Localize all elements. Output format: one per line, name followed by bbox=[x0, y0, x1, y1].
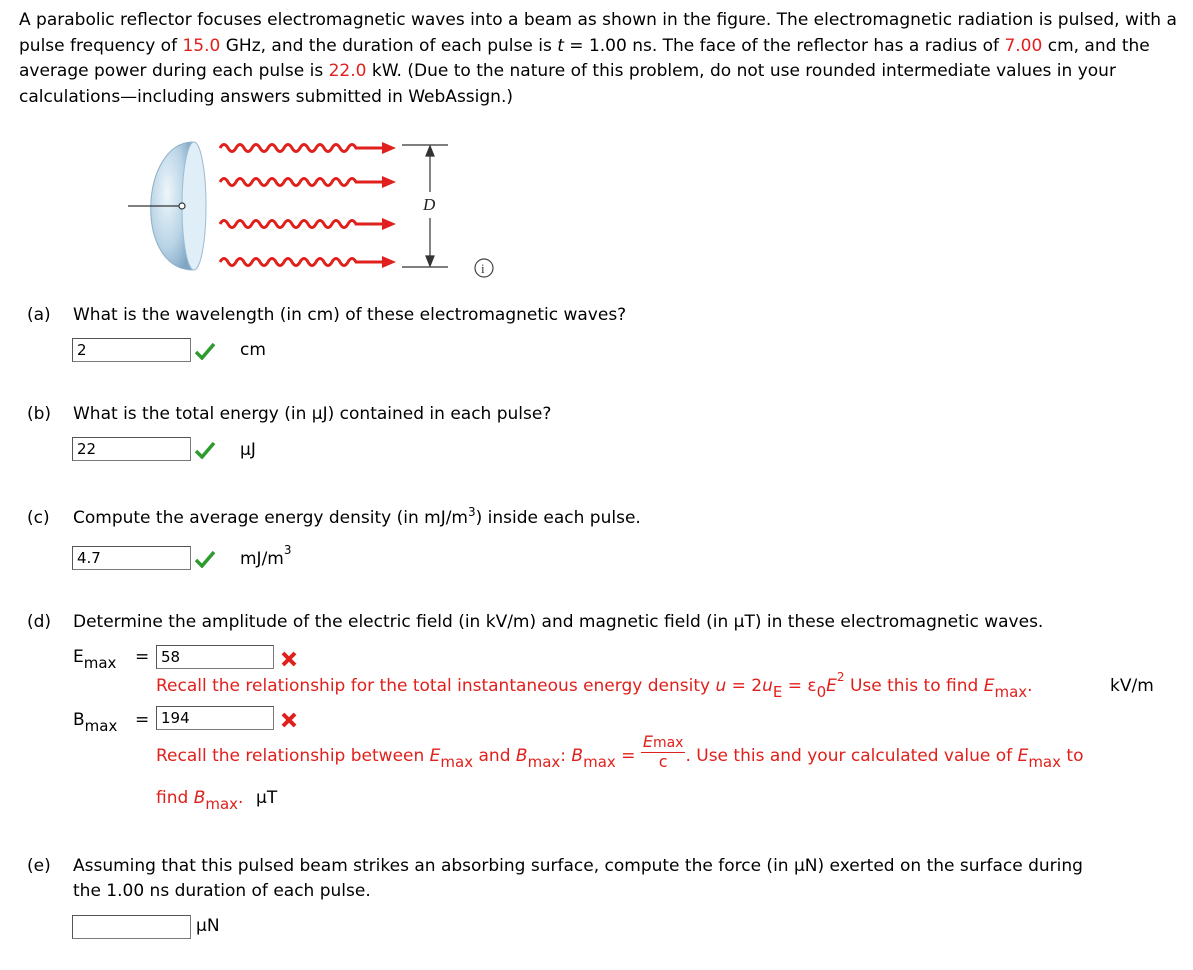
emax-hint: Recall the relationship for the total instantaneous energy density $u = 2uE = \varepsilon 0E^2$ Use this to find Emax. bbox=[156, 670, 1033, 701]
wave-arrows bbox=[220, 145, 385, 266]
part-c-letter: (c) bbox=[27, 508, 50, 528]
problem-statement: A parabolic reflector focuses electromagnetic waves into a beam as shown in the figure. The electromagnetic radiation is pulsed, with a pulse frequency of 15.0 GHz, and the duration of each pulse is t = 1.00 ns. The face of the reflector has a radius of 7.00 cm, and the average power during each pulse is 22.0 kW. (Due to the nature of this problem, do not use rounded intermediate values in your calculations—including answers submitted in WebAssign.) bbox=[19, 10, 1177, 107]
part-d-question: Determine the amplitude of the electric field (in kV/m) and magnetic field (in μT) in these electromagnetic waves. bbox=[73, 612, 1044, 632]
part-a-question: What is the wavelength (in cm) of these electromagnetic waves? bbox=[73, 305, 627, 325]
frequency-value: 15.0 bbox=[182, 35, 221, 56]
bmax-hint: Recall the relationship between Emax and Bmax: Bmax = $\frac{Emax}{c}$ . Use this and your calculated value of Emax to bbox=[156, 732, 1084, 771]
part-a-letter: (a) bbox=[27, 305, 51, 325]
bmax-unit: μT bbox=[256, 788, 278, 808]
emax-label: Emax bbox=[73, 647, 117, 672]
part-e-question-line1: Assuming that this pulsed beam strikes an absorbing surface, compute the force (in μN) exerted on the surface during bbox=[73, 856, 1083, 876]
bmax-label: Bmax bbox=[73, 710, 118, 735]
part-b-letter: (b) bbox=[27, 404, 52, 424]
part-c-answer-input[interactable]: 4.7 bbox=[72, 546, 191, 570]
check-icon bbox=[194, 550, 216, 568]
part-c-question: Compute the average energy density (in $mJ/m^3$) inside each pulse. bbox=[73, 505, 641, 528]
part-c-unit: $mJ/m^3$ bbox=[240, 543, 292, 569]
bmax-hint-line2: find Bmax. bbox=[156, 788, 244, 813]
info-icon[interactable] bbox=[475, 259, 493, 277]
d-label: D bbox=[423, 195, 436, 214]
part-e-question-line2: the 1.00 ns duration of each pulse. bbox=[73, 881, 371, 901]
part-d-letter: (d) bbox=[27, 612, 52, 632]
emax-equals: = bbox=[135, 647, 150, 667]
emax-unit: kV/m bbox=[1110, 676, 1154, 696]
cross-icon bbox=[280, 711, 298, 729]
check-icon bbox=[194, 342, 216, 360]
bmax-equals: = bbox=[135, 710, 150, 730]
part-a-answer-input[interactable]: 2 bbox=[72, 338, 191, 362]
power-value: 22.0 bbox=[328, 61, 367, 81]
emax-answer-input[interactable]: 58 bbox=[156, 645, 274, 669]
check-icon bbox=[194, 441, 216, 459]
part-b-question: What is the total energy (in μJ) contained in each pulse? bbox=[73, 404, 552, 424]
part-a-unit: cm bbox=[240, 340, 266, 360]
reflector-figure bbox=[120, 130, 520, 285]
emax-over-c-fraction: $\frac{Emax}{c}$ bbox=[642, 732, 684, 771]
radius-value: 7.00 bbox=[1004, 35, 1043, 56]
bmax-answer-input[interactable]: 194 bbox=[156, 706, 274, 730]
part-b-unit: μJ bbox=[240, 440, 256, 460]
cross-icon bbox=[280, 650, 298, 668]
part-b-answer-input[interactable]: 22 bbox=[72, 437, 191, 461]
svg-text:i: i bbox=[481, 261, 485, 276]
part-e-unit: μN bbox=[196, 916, 220, 936]
part-e-answer-input[interactable] bbox=[72, 915, 191, 939]
part-e-letter: (e) bbox=[27, 856, 51, 876]
